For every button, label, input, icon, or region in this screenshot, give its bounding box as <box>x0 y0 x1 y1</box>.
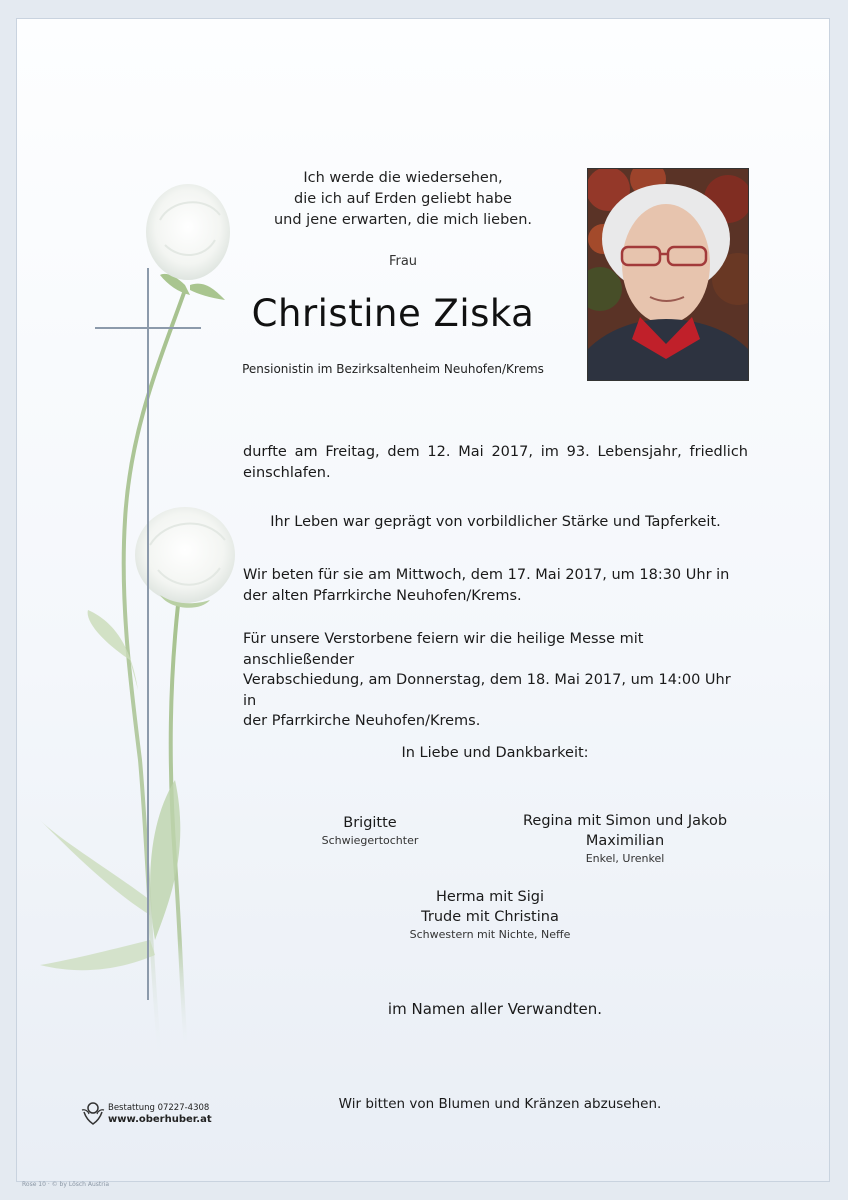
poem-line-1: Ich werde die wiedersehen, <box>303 170 503 186</box>
deceased-title: Frau <box>388 254 418 269</box>
announcement-text: durfte am Freitag, dem 12. Mai 2017, im 93. Lebensjahr, friedlich einschlafen. <box>243 444 748 481</box>
tribute-text: Ihr Leben war geprägt von vorbildlicher Stärke und Tapferkeit. <box>270 514 721 530</box>
mass-text <box>243 629 748 732</box>
angel-logo-icon <box>80 1100 106 1126</box>
mass-line-1: Für unsere Verstorbene feiern wir die heilige Messe mit anschließender <box>243 631 644 668</box>
mass-line-3: der Pfarrkirche Neuhofen/Krems. <box>243 713 481 729</box>
mass-line-2: Verabschiedung, am Donnerstag, dem 18. Mai 2017, um 14:00 Uhr in <box>243 672 731 709</box>
mourner-relation: Enkel, Urenkel <box>585 852 665 865</box>
template-code: Rose 10 · © by Lösch Austria <box>22 1181 110 1188</box>
funeral-home-url: www.oberhuber.at <box>108 1114 212 1125</box>
mourner-name-line-1: Regina mit Simon und Jakob <box>522 813 728 829</box>
mourner-group <box>505 811 745 867</box>
mourner-group <box>300 813 440 849</box>
poem <box>240 168 566 231</box>
deceased-name: Christine Ziska <box>251 292 535 335</box>
mourner-name-line-2: Trude mit Christina <box>421 909 559 925</box>
mourner-name: Brigitte <box>343 815 397 831</box>
flower-request-text: Wir bitten von Blumen und Kränzen abzusehen. <box>338 1096 662 1112</box>
poem-line-3: und jene erwarten, die mich lieben. <box>273 212 533 228</box>
portrait-photo <box>587 168 749 381</box>
cross-vertical <box>147 268 149 1000</box>
closing-text: im Namen aller Verwandten. <box>387 1000 603 1018</box>
mourner-group <box>380 887 600 943</box>
poem-line-2: die ich auf Erden geliebt habe <box>294 191 512 207</box>
mourner-relation: Schwestern mit Nichte, Neffe <box>409 928 571 941</box>
thanks-heading: In Liebe und Dankbarkeit: <box>401 745 589 761</box>
deceased-occupation: Pensionistin im Bezirksaltenheim Neuhofen/Krems <box>242 362 544 376</box>
prayer-text: Wir beten für sie am Mittwoch, dem 17. Mai 2017, um 18:30 Uhr in der alten Pfarrkirche Neuhofen/Krems. <box>243 567 730 604</box>
mourner-relation: Schwiegertochter <box>321 834 419 847</box>
cross-horizontal <box>95 327 201 329</box>
funeral-home-phone: Bestattung 07227-4308 <box>108 1103 210 1113</box>
mourner-name-line-2: Maximilian <box>585 833 665 849</box>
funeral-home-logo <box>80 1100 220 1128</box>
mourner-name-line-1: Herma mit Sigi <box>435 889 545 905</box>
